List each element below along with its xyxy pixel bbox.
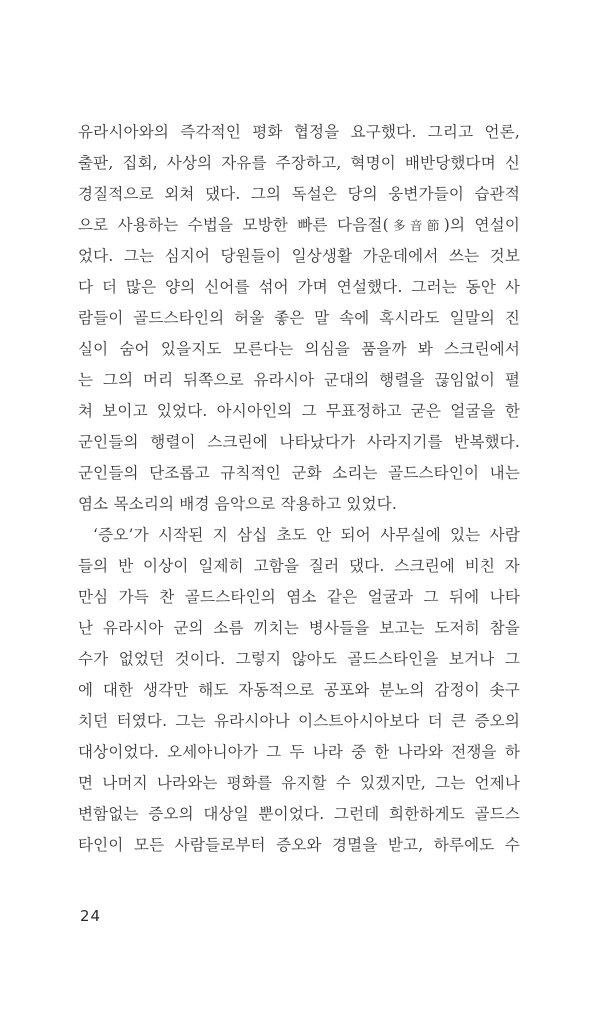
text-line: ‘증오’가 시작된 지 삼십 초도 안 되어 사무실에 있는 사람 [93, 526, 520, 544]
text-line: 으로 사용하는 수법을 모방한 빠른 다음절(多音節)의 연설이 [78, 216, 520, 234]
text-line: 대상이었다. 오세아니아가 그 두 나라 중 한 나라와 전쟁을 하 [78, 743, 520, 761]
text-line: 출판, 집회, 사상의 자유를 주장하고, 혁명이 배반당했다며 신 [78, 154, 520, 172]
text-line: 들의 반 이상이 일제히 고함을 질러 댔다. 스크린에 비친 자 [78, 557, 520, 575]
paragraph [78, 520, 520, 861]
text-line: 쳐 보이고 있었다. 아시아인의 그 무표정하고 굳은 얼굴을 한 [78, 402, 520, 420]
text-line: 타인이 모든 사람들로부터 증오와 경멸을 받고, 하루에도 수 [78, 836, 520, 854]
text-line: 경질적으로 외쳐 댔다. 그의 독설은 당의 웅변가들이 습관적 [78, 185, 520, 203]
text-line: 면 나머지 나라와는 평화를 유지할 수 있겠지만, 그는 언제나 [78, 774, 520, 792]
text-line: 난 유라시아 군의 소름 끼치는 병사들을 보고는 도저히 참을 [78, 619, 520, 637]
text-line: 에 대한 생각만 해도 자동적으로 공포와 분노의 감정이 솟구 [78, 681, 520, 699]
text-line: 만심 가득 찬 골드스타인의 염소 같은 얼굴과 그 뒤에 나타 [78, 588, 520, 606]
text-line: 수가 없었던 것이다. 그렇지 않아도 골드스타인을 보거나 그 [78, 650, 520, 668]
page-number: 24 [80, 907, 102, 925]
text-line: 치던 터였다. 그는 유라시아나 이스트아시아보다 더 큰 증오의 [78, 712, 520, 730]
text-line: 군인들의 행렬이 스크린에 나타났다가 사라지기를 반복했다. [78, 433, 520, 451]
text-line: 었다. 그는 심지어 당원들이 일상생활 가운데에서 쓰는 것보 [78, 247, 520, 265]
text-line: 변함없는 증오의 대상일 뿐이었다. 그런데 희한하게도 골드스 [78, 805, 520, 823]
hanja-annotation: 多音節 [388, 218, 444, 233]
text-line: 실이 숨어 있을지도 모른다는 의심을 품을까 봐 스크린에서 [78, 340, 520, 358]
text-line: 람들이 골드스타인의 허울 좋은 말 속에 혹시라도 일말의 진 [78, 309, 520, 327]
text-line: 다 더 많은 양의 신어를 섞어 가며 연설했다. 그러는 동안 사 [78, 278, 520, 296]
body-text-block [78, 117, 520, 861]
text-line: 염소 목소리의 배경 음악으로 작용하고 있었다. [78, 495, 398, 513]
text-line: 군인들의 단조롭고 규칙적인 군화 소리는 골드스타인이 내는 [78, 464, 520, 482]
text-line: 는 그의 머리 뒤쪽으로 유라시아 군대의 행렬을 끊임없이 펼 [78, 371, 520, 389]
paragraph [78, 117, 520, 520]
text-line: 유라시아와의 즉각적인 평화 협정을 요구했다. 그리고 언론, [78, 123, 520, 141]
